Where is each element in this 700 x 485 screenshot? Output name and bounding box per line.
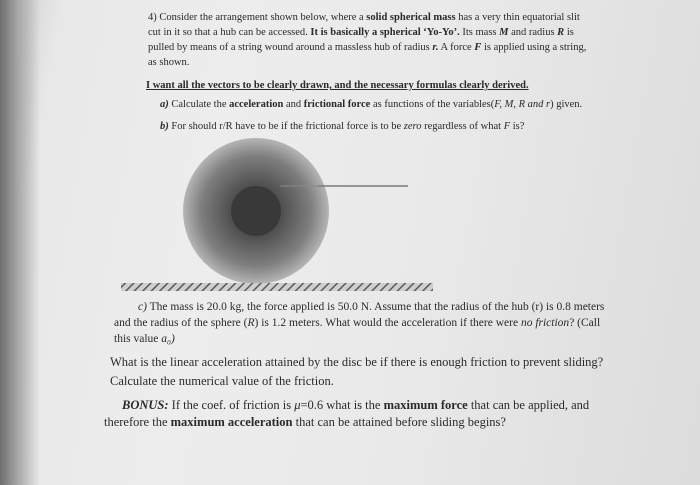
q4-line3: pulled by means of a string wound around a massless hub of radius r. A force F is applied using a string, <box>148 42 587 53</box>
ground-surface <box>121 283 433 291</box>
q4-line4: as shown. <box>148 57 190 68</box>
bonus-label: BONUS: <box>122 398 169 412</box>
part-c-line2: and the radius of the sphere (R) is 1.2 meters. What would the acceleration if there were no friction? (Call <box>114 317 601 329</box>
q4-line1: 4) Consider the arrangement shown below, where a solid spherical mass has a very thin equatorial slit <box>148 12 580 23</box>
question-number: 4) <box>148 12 157 23</box>
followup-line1: What is the linear acceleration attained by the disc be if there is enough friction to prevent sliding? <box>110 355 604 369</box>
bonus-line1: BONUS: If the coef. of friction is μ=0.6 what is the maximum force that can be applied, and <box>122 398 590 412</box>
instruction-text: I want all the vectors to be clearly drawn, and the necessary formulas clearly derived. <box>146 80 529 91</box>
hub-circle <box>231 186 281 236</box>
part-a: a) Calculate the acceleration and frictional force as functions of the variables(F, M, R and r) given. <box>160 99 583 110</box>
followup-line2: Calculate the numerical value of the friction. <box>110 374 334 388</box>
part-b: b) For should r/R have to be if the frictional force is to be zero regardless of what F is? <box>160 121 525 132</box>
q4-line2: cut in it so that a hub can be accessed. It is basically a spherical ‘Yo-Yo’. Its mass M and radius R is <box>148 27 574 38</box>
part-c-line1: c) The mass is 20.0 kg, the force applied is 50.0 N. Assume that the radius of the hub (r) is 0.8 meters <box>138 301 605 313</box>
bonus-line2: therefore the maximum acceleration that can be attained before sliding begins? <box>104 415 506 429</box>
part-c-line3: this value a₀) <box>114 333 175 345</box>
